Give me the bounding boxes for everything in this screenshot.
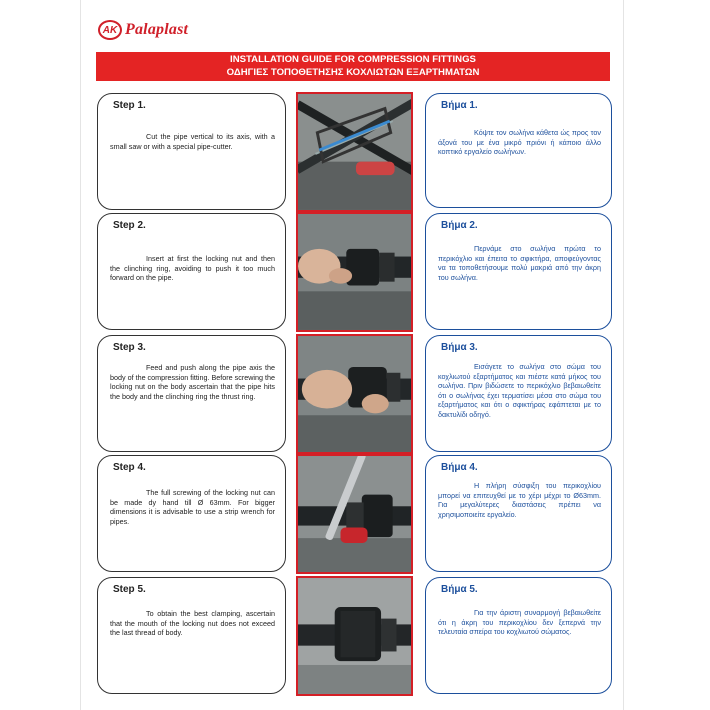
brand-name: Palaplast (125, 21, 189, 38)
step-4-text: The full screwing of the locking nut can be made dy hand till Ø 63mm. For bigger dimensions it is advisable to use a strip wrench for pipes. (110, 488, 275, 526)
step-1-greek-card (425, 93, 612, 208)
pushing-body-photo-icon (298, 336, 411, 452)
brand-logo (98, 20, 188, 40)
step-3-photo (296, 334, 413, 454)
step-2-greek-card (425, 213, 612, 330)
step-2-greek-title: Βήμα 2. (441, 220, 478, 231)
step-3-greek-card (425, 335, 612, 452)
step-4-photo (296, 454, 413, 574)
step-4-title: Step 4. (113, 462, 146, 473)
step-1-greek-title: Βήμα 1. (441, 100, 478, 111)
step-1-greek-text: Κόψτε τον σωλήνα κάθετα ώς προς τον άξονά του με ένα μικρό πριόνι ή κάποιο άλλο κοπτικό εργαλείο σωλήνων. (438, 128, 601, 156)
step-3-english-card (97, 335, 286, 452)
step-5-greek-card (425, 577, 612, 694)
step-3-text: Feed and push along the pipe axis the body of the compression fitting. Before screwing the locking nut on the body ascertain that the pipe hits the body and the clinching ring the thrust ring. (110, 363, 276, 401)
title-english: INSTALLATION GUIDE FOR COMPRESSION FITTINGS (230, 54, 476, 65)
title-banner (96, 52, 610, 81)
step-1-title: Step 1. (113, 100, 146, 111)
inserting-nut-photo-icon (298, 214, 411, 330)
step-1-photo (296, 92, 413, 212)
wrench-tightening-photo-icon (298, 456, 411, 572)
step-3-title: Step 3. (113, 342, 146, 353)
step-4-greek-card (425, 455, 612, 572)
step-5-english-card (97, 577, 286, 694)
final-check-photo-icon (298, 578, 411, 694)
step-5-greek-text: Για την άριστη συναρμογή βεβαιωθείτε ότι η άκρη του περικοχλίου δεν ξεπερνά την τελευταία σπείρα του κοχλιωτού σώματος. (438, 608, 601, 636)
step-4-greek-text: Η πλήρη σύσφιξη του περικοχλίου μπορεί να επιτευχθεί με το χέρι μέχρι το Ø63mm. Για μεγαλύτερες διαστάσεις πρέπει να χρησιμοποιείτε εργαλείο. (438, 481, 601, 519)
step-2-greek-text: Περνάμε στο σωλήνα πρώτα το περικόχλιο και έπειτα το σφικτήρα, αποφεύγοντας να τα τοποθετήσουμε πολύ μακριά από την άκρη του σωλήνα. (438, 244, 601, 282)
pipe-cutting-photo-icon (298, 94, 411, 210)
step-5-title: Step 5. (113, 584, 146, 595)
step-3-greek-text: Εισάγετε το σωλήνα στο σώμα του κοχλιωτού εξαρτήματος και πιέστε κατά μήκος του σωλήνα. Πριν βιδώσετε το περικόχλιο βεβαιωθείτε ότι ο σωλήνας έχει τερματίσει μέσα στο σώμα του εξαρτήματος και ότι ο σφικτήρας εφάπτεται με το δακτυλίδι οδηγό. (438, 362, 601, 419)
step-1-text: Cut the pipe vertical to its axis, with a small saw or with a special pipe-cutter. (110, 132, 275, 151)
brand-mark-icon: AK (98, 20, 122, 40)
step-5-text: To obtain the best clamping, ascertain that the mouth of the locking nut does not exceed the last thread of body. (110, 609, 275, 637)
step-2-photo (296, 212, 413, 332)
step-1-english-card (97, 93, 286, 210)
step-2-title: Step 2. (113, 220, 146, 231)
step-3-greek-title: Βήμα 3. (441, 342, 478, 353)
step-2-text: Insert at first the locking nut and then the clinching ring, avoiding to push it too much forward on the pipe. (110, 254, 275, 282)
title-greek: ΟΔΗΓΙΕΣ ΤΟΠΟΘΕΤΗΣΗΣ ΚΟΧΛΙΩΤΩΝ ΕΞΑΡΤΗΜΑΤΩΝ (226, 66, 480, 78)
step-2-english-card (97, 213, 286, 330)
step-4-greek-title: Βήμα 4. (441, 462, 478, 473)
step-5-greek-title: Βήμα 5. (441, 584, 478, 595)
step-5-photo (296, 576, 413, 696)
step-4-english-card (97, 455, 286, 572)
